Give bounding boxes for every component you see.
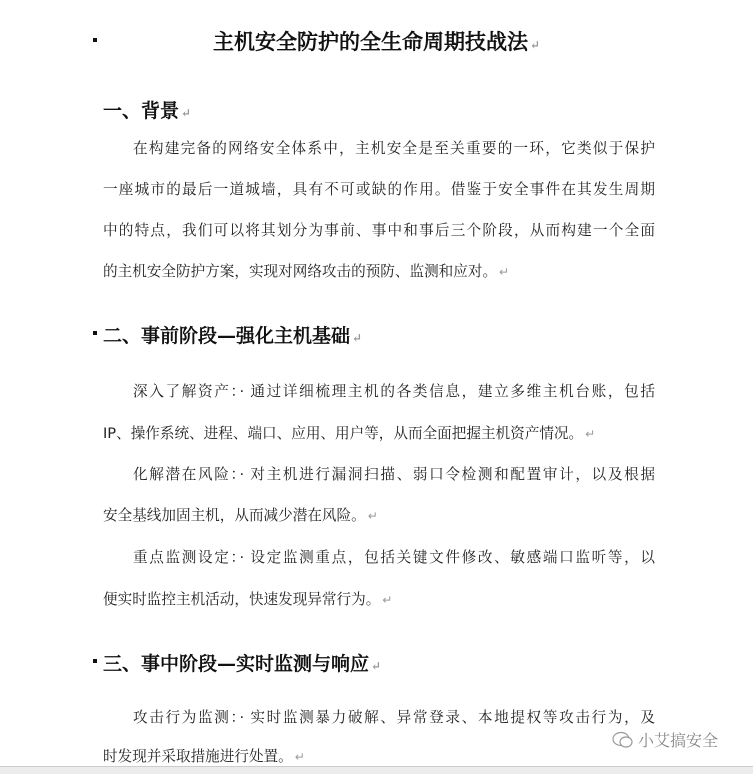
wechat-icon: [612, 731, 634, 749]
paragraph-line: 化解潜在风险：· 对主机进行漏洞扫描、弱口令检测和配置审计，以及根据: [133, 466, 655, 483]
paragraph-line: IP、操作系统、进程、端口、应用、用户等，从而全面把握主机资产情况。 ↵: [103, 425, 596, 442]
paragraph-line: 深入了解资产：· 通过详细梳理主机的各类信息，建立多维主机台账，包括: [133, 383, 655, 400]
watermark: [612, 728, 718, 751]
list-bullet: [93, 659, 97, 663]
list-bullet: [93, 331, 97, 335]
paragraph-line: 在构建完备的网络安全体系中，主机安全是至关重要的一环，它类似于保护: [133, 140, 655, 157]
paragraph-line: 时发现并采取措施进行处置。 ↵: [103, 748, 305, 765]
paragraph-line: 的主机安全防护方案，实现对网络攻击的预防、监测和应对。 ↵: [103, 263, 510, 280]
paragraph-line: 重点监测设定：· 设定监测重点，包括关键文件修改、敏感端口监听等，以: [133, 549, 655, 566]
paragraph-line: 便实时监控主机活动，快速发现异常行为。 ↵: [103, 591, 393, 608]
section-heading-pre-stage: 二、事前阶段—强化主机基础 ↵: [103, 325, 363, 347]
paragraph-line: 攻击行为监测：· 实时监测暴力破解、异常登录、本地提权等攻击行为，及: [133, 709, 655, 726]
document-title: 主机安全防护的全生命周期技战法 ↵: [212, 29, 541, 54]
paragraph-line: 安全基线加固主机，从而减少潜在风险。 ↵: [103, 507, 378, 524]
watermark-text: 小艾搞安全: [638, 731, 719, 750]
section-heading-background: 一、背景 ↵: [103, 100, 192, 122]
section-heading-mid-stage: 三、事中阶段—实时监测与响应 ↵: [103, 653, 382, 675]
paragraph-line: 中的特点，我们可以将其划分为事前、事中和事后三个阶段，从而构建一个全面: [103, 222, 655, 239]
paragraph-line: 一座城市的最后一道城墙，具有不可或缺的作用。借鉴于安全事件在其发生周期: [103, 181, 655, 198]
